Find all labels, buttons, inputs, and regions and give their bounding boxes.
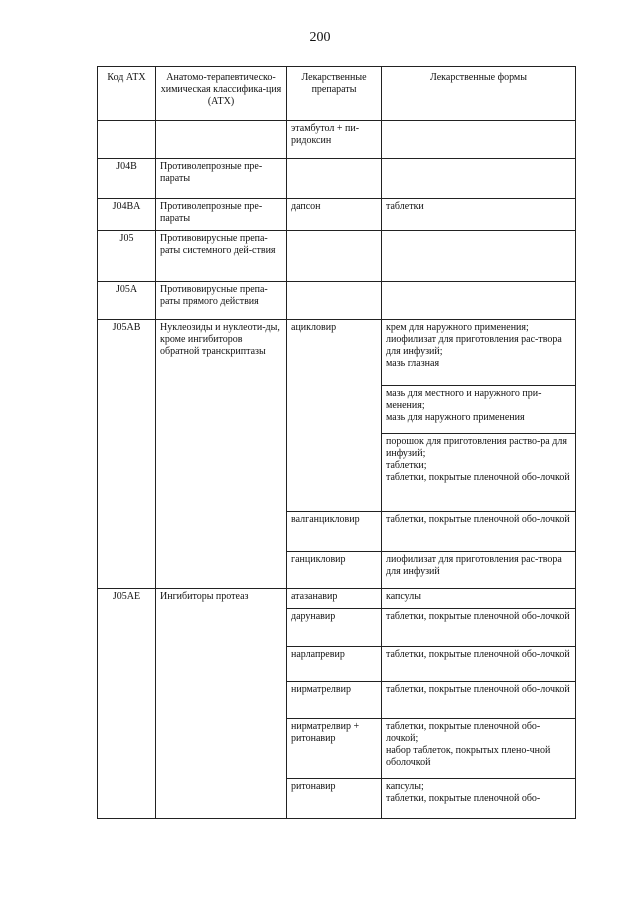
code-cell: J05A <box>98 282 156 320</box>
classification-cell <box>156 121 287 159</box>
classification-cell: Противовирусные препа-раты прямого действия <box>156 282 287 320</box>
table-row <box>98 231 576 282</box>
drug-cell: ганцикловир <box>287 552 382 589</box>
form-cell <box>382 121 576 159</box>
code-cell: J05AE <box>98 589 156 819</box>
classification-cell: Противовирусные препа-раты системного дей-ствия <box>156 231 287 282</box>
classification-cell: Противолепрозные пре-параты <box>156 159 287 199</box>
form-cell: лиофилизат для приготовления рас-твора для инфузий <box>382 552 576 589</box>
code-cell: J04B <box>98 159 156 199</box>
table-row <box>98 121 576 159</box>
form-cell: мазь для местного и наружного при-менения; мазь для наружного применения <box>382 386 576 434</box>
form-cell: капсулы; таблетки, покрытые пленочной обо- <box>382 779 576 819</box>
classification-cell: Противолепрозные пре-параты <box>156 199 287 231</box>
header-classification: Анатомо-терапевтическо-химическая классифика-ция (АТХ) <box>156 67 287 121</box>
header-drugs: Лекарственные препараты <box>287 67 382 121</box>
drug-cell: дапсон <box>287 199 382 231</box>
code-cell <box>98 121 156 159</box>
atx-table <box>97 66 576 819</box>
form-cell: таблетки, покрытые пленочной обо-лочкой; набор таблеток, покрытых плено-чной оболочкой <box>382 719 576 779</box>
classification-cell: Нуклеозиды и нуклеоти-ды, кроме ингибиторов обратной транскриптазы <box>156 320 287 589</box>
page-number: 200 <box>309 30 331 45</box>
drug-cell: нирматрелвир + ритонавир <box>287 719 382 779</box>
table-row <box>98 159 576 199</box>
table-row <box>98 589 576 609</box>
drug-cell: атазанавир <box>287 589 382 609</box>
drug-cell <box>287 231 382 282</box>
table-row <box>98 320 576 386</box>
form-cell: таблетки, покрытые пленочной обо-лочкой <box>382 682 576 719</box>
form-cell: крем для наружного применения; лиофилизат для приготовления рас-твора для инфузий; мазь глазная <box>382 320 576 386</box>
form-cell: порошок для приготовления раство-ра для инфузий; таблетки; таблетки, покрытые пленочной обо-лочкой <box>382 434 576 512</box>
drug-cell: этамбутол + пи-ридоксин <box>287 121 382 159</box>
code-cell: J04BA <box>98 199 156 231</box>
form-cell: таблетки <box>382 199 576 231</box>
drug-cell: валганцикловир <box>287 512 382 552</box>
table-row <box>98 282 576 320</box>
table-header-row <box>98 67 576 121</box>
header-code: Код АТХ <box>98 67 156 121</box>
form-cell: таблетки, покрытые пленочной обо-лочкой <box>382 647 576 682</box>
header-forms: Лекарственные формы <box>382 67 576 121</box>
form-cell: таблетки, покрытые пленочной обо-лочкой <box>382 512 576 552</box>
drug-cell: нарлапревир <box>287 647 382 682</box>
form-cell <box>382 159 576 199</box>
drug-cell: ритонавир <box>287 779 382 819</box>
table-row <box>98 199 576 231</box>
drug-cell: дарунавир <box>287 609 382 647</box>
drug-cell: нирматрелвир <box>287 682 382 719</box>
form-cell: капсулы <box>382 589 576 609</box>
drug-cell <box>287 282 382 320</box>
drug-cell: ацикловир <box>287 320 382 512</box>
form-cell <box>382 282 576 320</box>
code-cell: J05 <box>98 231 156 282</box>
form-cell: таблетки, покрытые пленочной обо-лочкой <box>382 609 576 647</box>
classification-cell: Ингибиторы протеаз <box>156 589 287 819</box>
form-cell <box>382 231 576 282</box>
code-cell: J05AB <box>98 320 156 589</box>
drug-cell <box>287 159 382 199</box>
